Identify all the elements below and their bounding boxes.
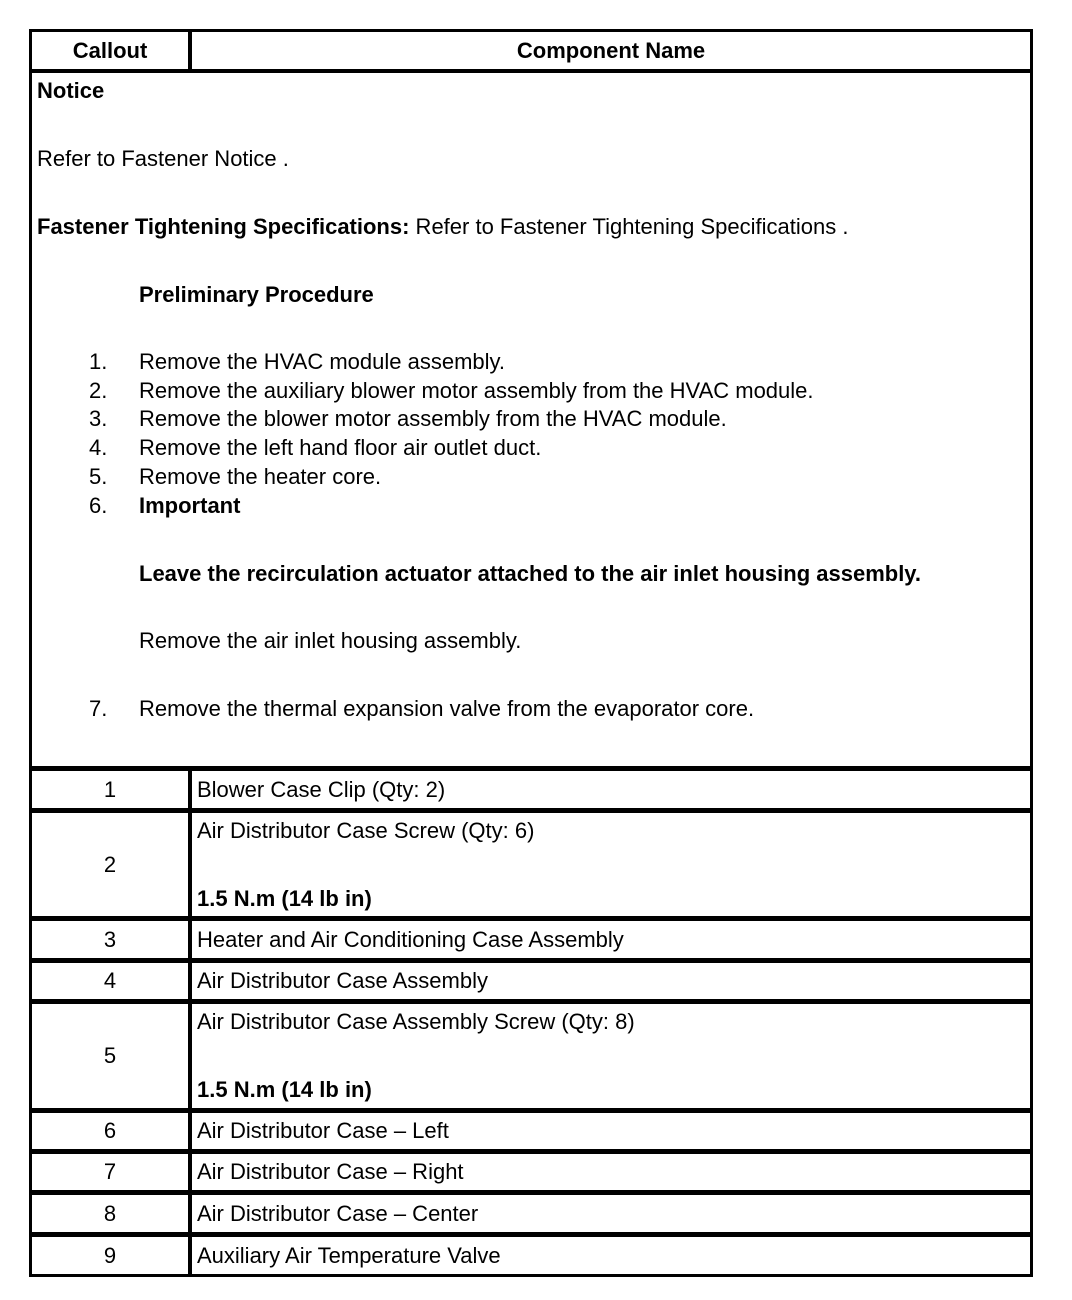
notice-cell: [32, 73, 1030, 766]
notice-title: Notice: [37, 78, 105, 103]
step-text: Remove the air inlet housing assembly.: [139, 628, 522, 653]
prelim-title: Preliminary Procedure: [139, 282, 374, 307]
notice-text: Refer to Fastener Notice .: [37, 146, 289, 171]
spec-label: Fastener Tightening Specifications:: [37, 214, 410, 239]
step-number: 2.: [89, 378, 108, 403]
row-component: Air Distributor Case – Left: [192, 1113, 1030, 1149]
header-callout: Callout: [32, 32, 188, 69]
row-component: Air Distributor Case Assembly: [192, 963, 1030, 999]
row-component-cell: [192, 1004, 1030, 1108]
step-important-label: Important: [139, 493, 241, 518]
step-text: Remove the left hand floor air outlet duct.: [139, 435, 542, 460]
row-component: Air Distributor Case – Center: [192, 1195, 1030, 1232]
components-table: [29, 29, 1033, 1277]
row-component: Air Distributor Case Screw (Qty: 6): [197, 818, 535, 843]
row-component: Air Distributor Case Assembly Screw (Qty: 8): [197, 1009, 635, 1034]
spec-text: Refer to Fastener Tightening Specifications .: [409, 214, 849, 239]
step-number: 5.: [89, 464, 108, 489]
step-number: 4.: [89, 435, 108, 460]
step-text: Remove the auxiliary blower motor assembly from the HVAC module.: [139, 378, 814, 403]
row-callout: 1: [32, 771, 188, 808]
step-number: 1.: [89, 349, 108, 374]
row-component: Air Distributor Case – Right: [192, 1154, 1030, 1190]
row-component: Heater and Air Conditioning Case Assembly: [192, 921, 1030, 958]
torque-spec: 1.5 N.m (14 lb in): [197, 1077, 372, 1102]
step-text: Remove the heater core.: [139, 464, 382, 489]
step-text: Remove the thermal expansion valve from the evaporator core.: [139, 696, 755, 721]
row-callout: 2: [32, 813, 188, 916]
step-number: 6.: [89, 493, 108, 518]
row-callout: 6: [32, 1113, 188, 1149]
row-callout: 9: [32, 1237, 188, 1274]
row-callout: 8: [32, 1195, 188, 1232]
row-component: Blower Case Clip (Qty: 2): [192, 771, 1030, 808]
spec-line: [37, 214, 848, 240]
torque-spec: 1.5 N.m (14 lb in): [197, 886, 372, 911]
step-number: 3.: [89, 406, 108, 431]
row-callout: 7: [32, 1154, 188, 1190]
row-callout: 5: [32, 1004, 188, 1108]
row-component-cell: [192, 813, 1030, 916]
step-number: 7.: [89, 696, 108, 721]
header-component-name: Component Name: [192, 32, 1030, 69]
step-text: Remove the blower motor assembly from the HVAC module.: [139, 406, 727, 431]
step-text: Remove the HVAC module assembly.: [139, 349, 505, 374]
row-callout: 4: [32, 963, 188, 999]
row-component: Auxiliary Air Temperature Valve: [192, 1237, 1030, 1274]
important-text: Leave the recirculation actuator attached to the air inlet housing assembly.: [139, 561, 922, 586]
row-callout: 3: [32, 921, 188, 958]
